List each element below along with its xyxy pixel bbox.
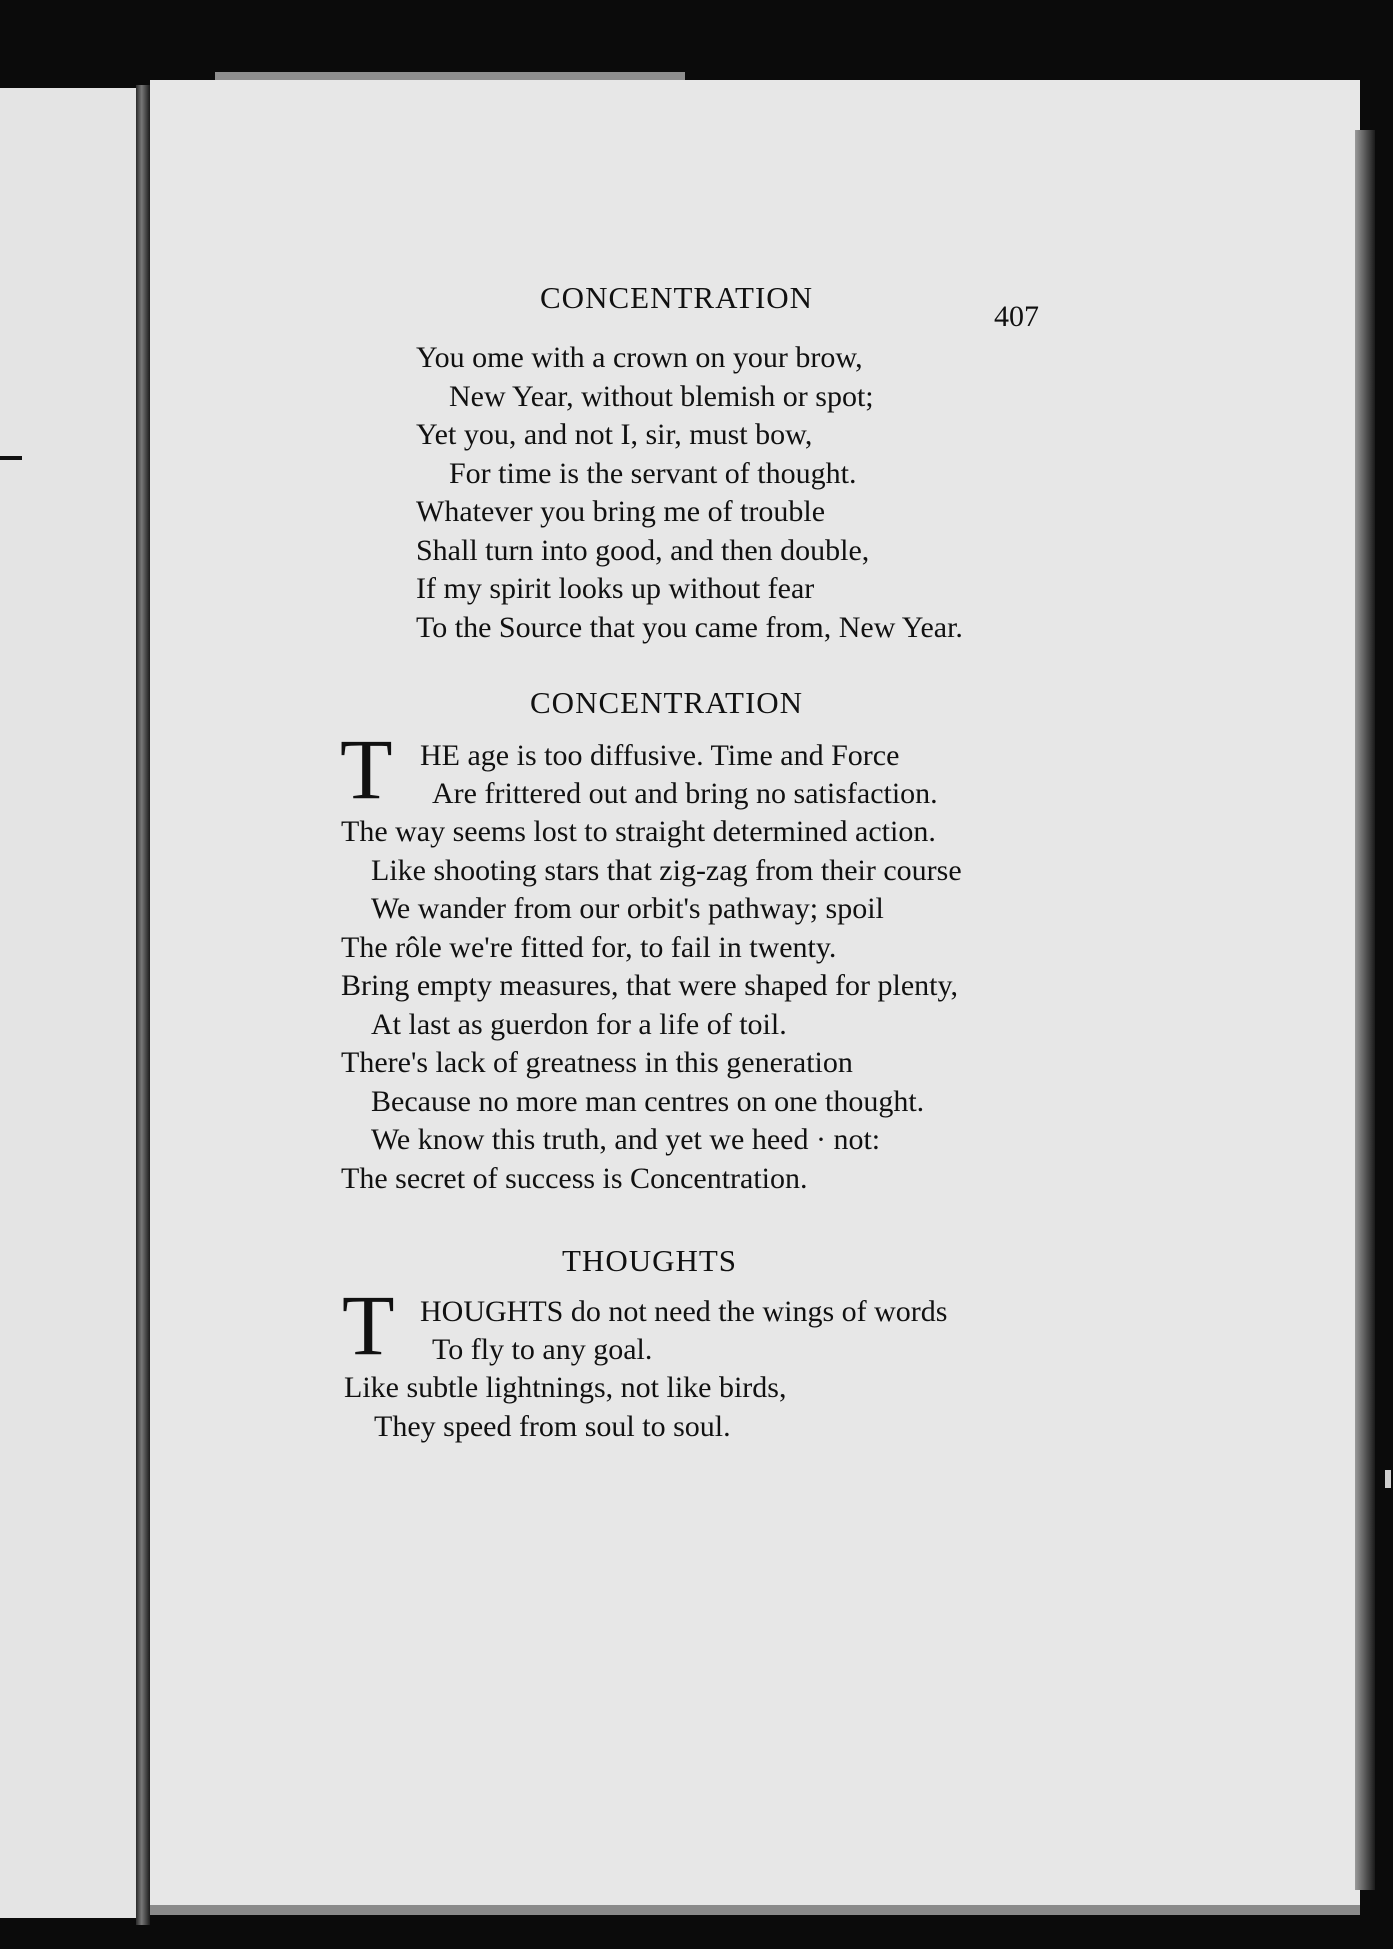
poem-line: Like shooting stars that zig-zag from their course: [371, 853, 962, 887]
poem-line: Shall turn into good, and then double,: [416, 533, 870, 567]
page-number: 407: [994, 300, 1039, 333]
poem-line: For time is the servant of thought.: [449, 456, 857, 490]
poem-line: The secret of success is Concentration.: [341, 1161, 808, 1195]
running-head: CONCENTRATION: [540, 280, 814, 315]
poem-two: [341, 813, 962, 1198]
facing-page: [0, 88, 150, 1918]
poem-line: New Year, without blemish or spot;: [449, 379, 874, 413]
poem-line: If my spirit looks up without fear: [416, 572, 815, 605]
drop-cap: T: [342, 1277, 395, 1373]
poem-line: Whatever you bring me of trouble: [416, 495, 826, 528]
poem-line: We wander from our orbit's pathway; spoil: [371, 892, 884, 925]
poem-three: [344, 1369, 786, 1446]
poem-line: HE age is too diffusive. Time and Force: [420, 739, 900, 772]
poem-line: They speed from soul to soul.: [374, 1409, 731, 1443]
poem-line: The way seems lost to straight determined action.: [341, 815, 936, 848]
page-right-edge: [1355, 130, 1375, 1890]
poem-line: We know this truth, and yet we heed · not:: [371, 1123, 881, 1156]
book-gutter: [136, 85, 150, 1925]
poem-line: There's lack of greatness in this generation: [341, 1046, 853, 1079]
poem-line: HOUGHTS do not need the wings of words: [420, 1295, 948, 1328]
poem-line: Because no more man centres on one thought.: [371, 1084, 925, 1118]
poem-one: [416, 339, 963, 647]
poem-title-thoughts: THOUGHTS: [562, 1243, 738, 1278]
poem-line: To fly to any goal.: [432, 1333, 653, 1366]
poem-line: The rôle we're fitted for, to fail in twenty.: [341, 930, 837, 964]
scan-artifact: [1385, 1470, 1391, 1488]
poem-title-concentration: CONCENTRATION: [530, 685, 804, 720]
poem-line: Yet you, and not I, sir, must bow,: [416, 418, 813, 451]
page-bottom-edge: [150, 1905, 1360, 1915]
poem-line: Bring empty measures, that were shaped for plenty,: [341, 969, 959, 1002]
poem-line: To the Source that you came from, New Year.: [416, 610, 963, 644]
facing-page-rule: [0, 456, 22, 460]
drop-cap: T: [340, 721, 393, 817]
poem-line: Like subtle lightnings, not like birds,: [344, 1371, 787, 1404]
poem-line: You ome with a crown on your brow,: [416, 341, 863, 374]
poem-line: At last as guerdon for a life of toil.: [371, 1007, 787, 1041]
poem-line: Are frittered out and bring no satisfaction.: [432, 777, 938, 810]
